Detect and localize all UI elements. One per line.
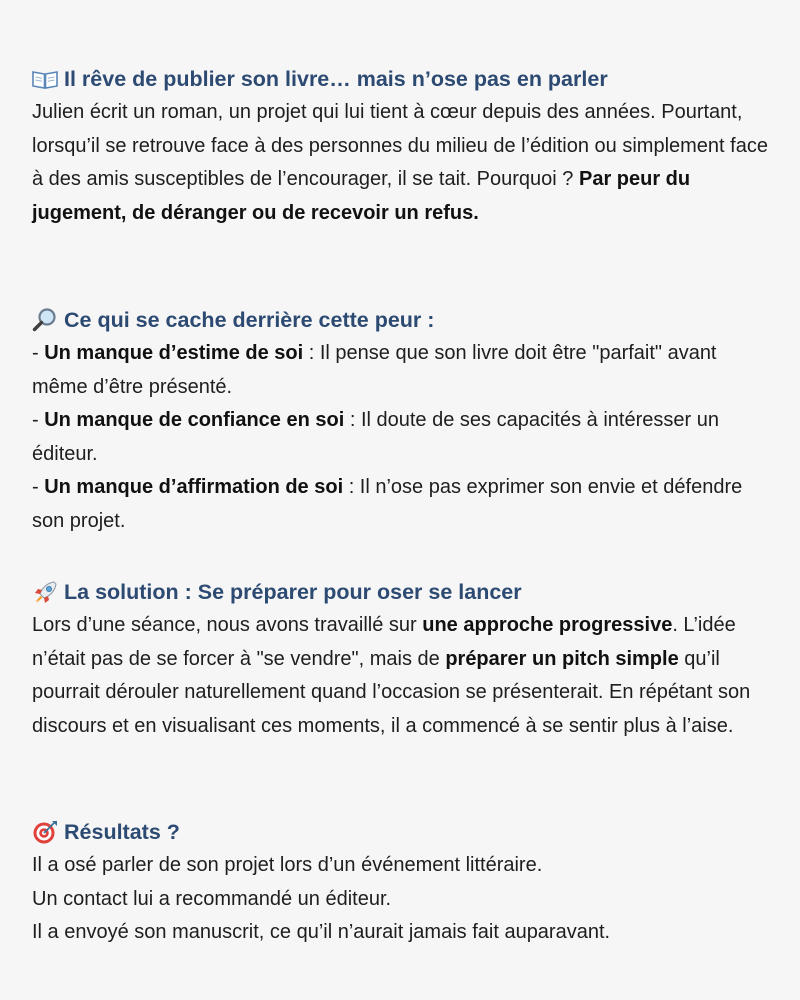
section-heading [32,62,770,96]
item-bold-text: Un manque de confiance en soi [44,409,345,431]
dash: - [32,409,45,431]
heading-text: Il rêve de publier son livre… mais n’ose pas en parler [64,67,608,91]
result-line: Il a osé parler de son projet lors d’un événement littéraire. [32,854,543,876]
result-line: Un contact lui a recommandé un éditeur. [32,887,392,910]
item-text: : Il doute de ses capacités à intéresser un éditeur. [32,409,719,465]
paragraph-text: Lors d’une séance, nous avons travaillé sur [32,614,423,636]
list-item [32,471,770,538]
paragraph-text: qu’il pourrait dérouler naturellement quand l’occasion se présenterait. En répétant son discours et en visualisant ces moments, il a commencé à se sentir plus à l’aise. [32,647,751,737]
section-heading [32,575,770,609]
paragraph-text: Julien écrit un roman, un projet qui lui tient à cœur depuis des années. Pourtant, lorsqu’il se retrouve face à des personnes du milieu de l’édition ou simplement face à des amis susceptibles de l’encourager, il se tait. Pourquoi ? [32,101,768,190]
open-book-icon [32,67,58,91]
heading-text: Ce qui se cache derrière cette peur : [64,308,435,332]
heading-text: Résultats ? [64,820,180,844]
paragraph-text: . L’idée n’était pas de se forcer à "se vendre", mais de [32,614,736,670]
paragraph-bold-text: préparer un pitch simple [445,647,679,670]
item-text: : Il pense que son livre doit être "parfait" avant même d’être présenté. [32,342,717,398]
item-bold-text: Un manque d’estime de soi [44,342,304,364]
result-line: Il a envoyé son manuscrit, ce qu’il n’aurait jamais fait auparavant. [32,921,611,943]
item-bold-text: Un manque d’affirmation de soi [44,476,344,498]
paragraph-bold-text: Par peur du jugement, de déranger ou de recevoir un refus. [32,168,691,224]
list-item [32,337,770,404]
target-icon [32,820,58,844]
section-paragraph [32,96,770,230]
paragraph-bold-text: une approche progressive [422,614,673,636]
rocket-icon [32,580,58,604]
section-results [32,815,770,950]
section-fear [32,303,770,538]
dash: - [32,342,45,364]
section-paragraph [32,609,770,743]
section-heading [32,303,770,337]
magnifying-glass-icon [32,308,58,332]
heading-text: La solution : Se préparer pour oser se lancer [64,580,522,604]
list-item [32,404,770,471]
item-text: : Il n’ose pas exprimer son envie et défendre son projet. [32,476,743,532]
dash: - [32,476,45,498]
section-heading [32,815,770,849]
section-solution [32,575,770,743]
section-dream [32,62,770,230]
